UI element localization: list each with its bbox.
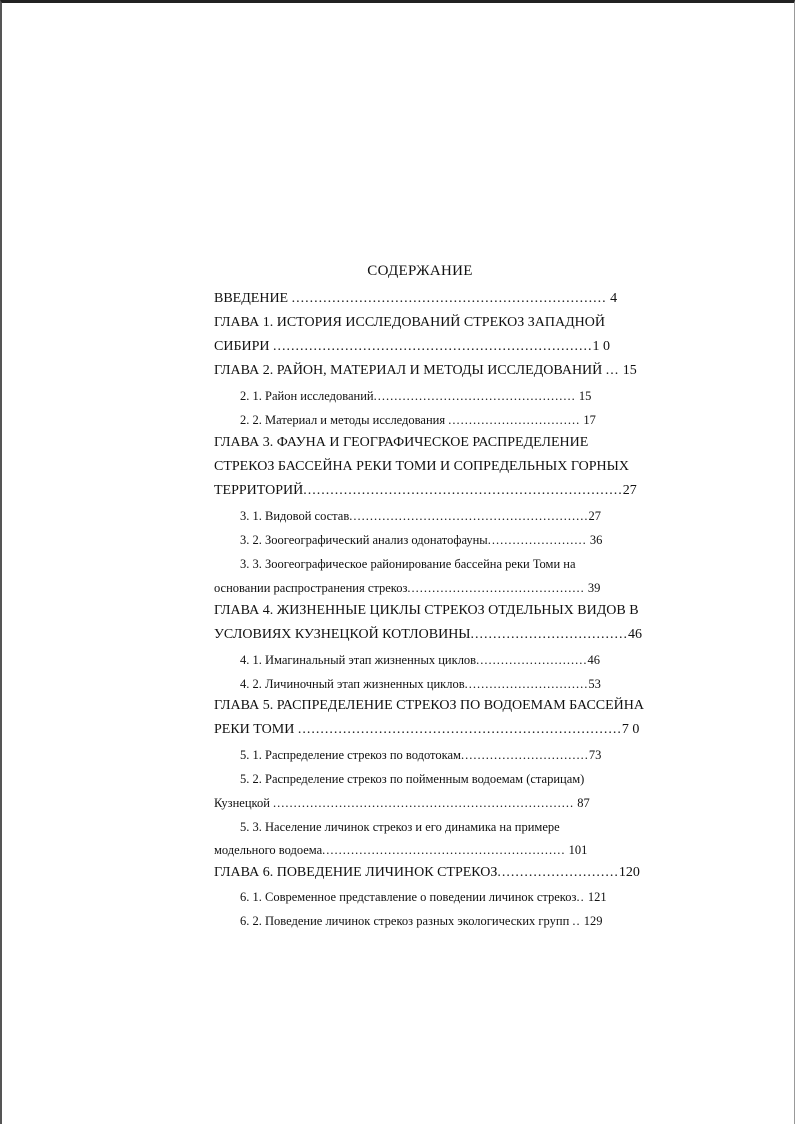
toc-entry-chapter-3-line-1[interactable]: [214, 434, 588, 452]
toc-entry-text: СТРЕКОЗ БАССЕЙНА РЕКИ ТОМИ И СОПРЕДЕЛЬНЫХ ГОРНЫХ: [214, 459, 629, 474]
toc-entry-section-3-3-line-2[interactable]: [214, 579, 600, 597]
toc-entry-section-6-1[interactable]: [240, 888, 607, 906]
toc-entry-text: ГЛАВА 2. РАЙОН, МАТЕРИАЛ И МЕТОДЫ ИССЛЕДОВАНИЙ: [214, 363, 606, 378]
toc-page-number: 39: [584, 581, 601, 595]
toc-entry-text: 2. 1. Район исследований: [240, 389, 374, 403]
toc-page-number: 53: [588, 677, 601, 691]
toc-entry-text: 5. 2. Распределение стрекоз по пойменным водоемам (старицам): [240, 772, 585, 786]
toc-page-number: 46: [587, 653, 600, 667]
toc-entry-chapter-1-line-1[interactable]: [214, 314, 605, 332]
toc-entry-text: ВВЕДЕНИЕ: [214, 291, 292, 306]
toc-entry-text: ГЛАВА 5. РАСПРЕДЕЛЕНИЕ СТРЕКОЗ ПО ВОДОЕМАМ БАССЕЙНА: [214, 698, 645, 713]
toc-entry-section-3-3-line-1[interactable]: [240, 555, 576, 573]
toc-entry-text: 6. 1. Современное представление о поведении личинок стрекоз: [240, 890, 577, 904]
toc-entry-text: 3. 3. Зоогеографическое районирование бассейна реки Томи на: [240, 557, 576, 571]
toc-entry-chapter-1-line-2[interactable]: [214, 338, 610, 356]
toc-entry-chapter-3-line-2[interactable]: [214, 458, 629, 476]
toc-entry-section-6-2[interactable]: [240, 912, 603, 930]
toc-entry-text: 6. 2. Поведение личинок стрекоз разных экологических групп: [240, 914, 573, 928]
toc-entry-section-4-1[interactable]: [240, 651, 600, 669]
toc-leader-dots: .........................................................................: [273, 796, 575, 810]
toc-page-number: 15: [575, 389, 592, 403]
toc-leader-dots: ...............................: [460, 748, 589, 762]
toc-entry-text: 5. 1. Распределение стрекоз по водотокам: [240, 748, 461, 762]
toc-entry-section-2-2[interactable]: [240, 411, 596, 429]
toc-entry-chapter-5-line-2[interactable]: [214, 721, 639, 739]
toc-entry-chapter-3-line-3[interactable]: [214, 482, 637, 500]
toc-page-number: 36: [586, 533, 603, 547]
toc-entry-section-2-1[interactable]: [240, 387, 591, 405]
toc-leader-dots: .......................................................................: [303, 483, 623, 498]
toc-entry-section-5-3-line-1[interactable]: [240, 818, 560, 836]
toc-entry-text: основании распространения стрекоз: [214, 581, 408, 595]
toc-entry-introduction[interactable]: [214, 290, 617, 308]
toc-leader-dots: ...........................: [497, 865, 619, 880]
toc-entry-text: 4. 1. Имагинальный этап жизненных циклов: [240, 653, 477, 667]
toc-leader-dots: ..: [576, 890, 585, 904]
toc-page-number: 15: [619, 363, 637, 378]
toc-page-number: 27: [622, 483, 637, 498]
toc-entry-chapter-2[interactable]: [214, 362, 637, 380]
toc-page-number: 4: [606, 291, 618, 306]
toc-entry-text: модельного водоема: [214, 843, 323, 857]
toc-entry-text: ТЕРРИТОРИЙ: [214, 483, 304, 498]
toc-page-number: 27: [588, 509, 601, 523]
toc-leader-dots: ..: [572, 914, 581, 928]
toc-entry-text: РЕКИ ТОМИ: [214, 722, 298, 737]
toc-entry-section-5-3-line-2[interactable]: [214, 841, 587, 859]
toc-leader-dots: ..............................: [464, 677, 589, 691]
toc-leader-dots: ........................: [487, 533, 587, 547]
toc-page-number: 7 0: [621, 722, 640, 737]
toc-entry-text: ГЛАВА 1. ИСТОРИЯ ИССЛЕДОВАНИЙ СТРЕКОЗ ЗАПАДНОЙ: [214, 315, 605, 330]
toc-leader-dots: ...........................................: [407, 581, 585, 595]
toc-page-number: 17: [580, 413, 596, 427]
toc-page-number: 129: [580, 914, 603, 928]
toc-leader-dots: .......................................................................: [273, 339, 593, 354]
toc-entry-chapter-6[interactable]: [214, 864, 640, 882]
toc-entry-text: СИБИРИ: [214, 339, 273, 354]
toc-entry-section-5-2-line-1[interactable]: [240, 770, 584, 788]
toc-page-number: 121: [584, 890, 607, 904]
toc-entry-chapter-5-line-1[interactable]: [214, 697, 644, 715]
toc-leader-dots: ...................................: [470, 627, 629, 642]
toc-entry-text: Кузнецкой: [214, 796, 274, 810]
toc-entry-section-3-1[interactable]: [240, 507, 601, 525]
toc-entry-text: 5. 3. Население личинок стрекоз и его динамика на примере: [240, 820, 560, 834]
toc-page-number: 101: [565, 843, 588, 857]
toc-page-number: 1 0: [592, 339, 610, 354]
toc-leader-dots: ...: [605, 363, 620, 378]
toc-leader-dots: .................................................: [373, 389, 576, 403]
toc-entry-section-5-1[interactable]: [240, 746, 601, 764]
toc-page-number: 120: [618, 865, 640, 880]
toc-leader-dots: ...........................: [476, 653, 588, 667]
toc-entry-text: ГЛАВА 6. ПОВЕДЕНИЕ ЛИЧИНОК СТРЕКОЗ: [214, 865, 498, 880]
toc-page-number: 87: [574, 796, 590, 810]
toc-entry-section-4-2[interactable]: [240, 675, 601, 693]
toc-entry-section-5-2-line-2[interactable]: [214, 794, 590, 812]
toc-page-number: 73: [588, 748, 602, 762]
toc-entry-chapter-4-line-2[interactable]: [214, 626, 642, 644]
toc-entry-text: ГЛАВА 4. ЖИЗНЕННЫЕ ЦИКЛЫ СТРЕКОЗ ОТДЕЛЬНЫХ ВИДОВ В: [214, 603, 639, 618]
toc-leader-dots: ........................................................................: [297, 722, 622, 737]
toc-entry-text: 3. 1. Видовой состав: [240, 509, 350, 523]
toc-title: СОДЕРЖАНИЕ: [367, 263, 473, 279]
toc-entry-text: 2. 2. Материал и методы исследования: [240, 413, 449, 427]
toc-entry-chapter-4-line-1[interactable]: [214, 602, 639, 620]
toc-leader-dots: ..........................................................: [349, 509, 589, 523]
toc-entry-text: УСЛОВИЯХ КУЗНЕЦКОЙ КОТЛОВИНЫ: [214, 627, 471, 642]
toc-entry-text: ГЛАВА 3. ФАУНА И ГЕОГРАФИЧЕСКОЕ РАСПРЕДЕЛЕНИЕ: [214, 435, 589, 450]
toc-entry-text: 4. 2. Личиночный этап жизненных циклов: [240, 677, 465, 691]
toc-entry-section-3-2[interactable]: [240, 531, 602, 549]
toc-page-number: 46: [628, 627, 643, 642]
toc-entry-text: 3. 2. Зоогеографический анализ одонатофауны: [240, 533, 488, 547]
toc-leader-dots: ...........................................................: [322, 843, 566, 857]
toc-leader-dots: ......................................................................: [291, 291, 607, 306]
toc-leader-dots: ................................: [448, 413, 581, 427]
